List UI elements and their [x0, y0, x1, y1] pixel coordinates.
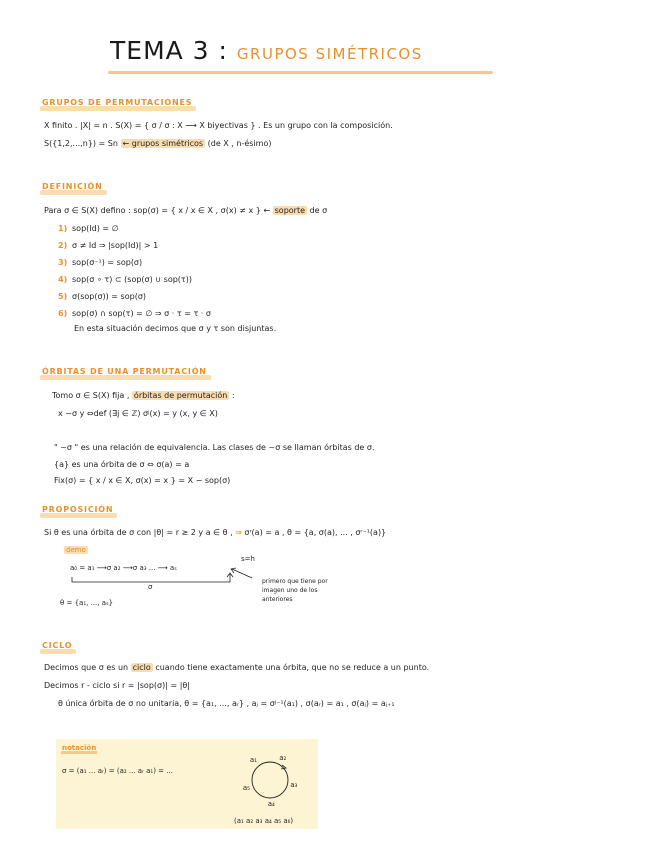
title-main: TEMA 3 :	[110, 36, 228, 65]
def-item-number: 4)	[58, 275, 68, 284]
def-item	[58, 224, 119, 234]
notation-tuple: (a₁ a₂ a₃ a₄ a₅ a₆)	[234, 817, 294, 825]
def-item	[58, 275, 192, 285]
def-item	[58, 292, 146, 302]
def-item-number: 5)	[58, 292, 68, 301]
heading-orbitas: ÓRBITAS DE UNA PERMUTACIÓN	[42, 367, 207, 376]
orb-line-2: x ~σ y ⇔def (∃j ∈ ℤ) σʲ(x) = y (x, y ∈ X)	[58, 409, 218, 418]
demo-note-line: anteriores	[262, 596, 293, 603]
def-item-text: sop(σ) ∩ sop(τ) = ∅ ⇒ σ · τ = τ · σ	[72, 309, 211, 318]
cycle-node-label: a₁	[249, 755, 258, 764]
def-item	[58, 241, 158, 251]
ciclo-line-3: θ única órbita de σ no unitaria, θ = {a₁, ..., aᵣ} , aⱼ = σʲ⁻¹(a₁) , σ(aᵣ) = a₁ , σ(aⱼ) = aⱼ₊₁	[58, 699, 395, 708]
title-sub: GRUPOS SIMÉTRICOS	[236, 45, 423, 63]
def-item-number: 2)	[58, 241, 68, 250]
notation-title: notación	[62, 744, 97, 752]
title-underline	[108, 71, 493, 74]
orb-line-5: Fix(σ) = { x / x ∈ X, σ(x) = x } = X − sop(σ)	[54, 476, 231, 485]
orb-line-1: Tomo σ ∈ S(X) fija , órbitas de permutación :	[52, 391, 235, 400]
demo-s-eq-h: s=h	[241, 555, 255, 563]
cycle-node-label: a₃	[290, 781, 298, 790]
demo-return-arrow	[70, 572, 240, 586]
orb-line-4: {a} es una órbita de σ ⇔ σ(a) = a	[54, 460, 190, 469]
def-item-number: 1)	[58, 224, 68, 233]
demo-sigma-below: σ	[148, 583, 153, 591]
perm-line-2: S({1,2,...,n}) = Sn ← grupos simétricos (de X , n-ésimo)	[44, 139, 272, 148]
def-item-text: σ ≠ Id ⇒ |sop(Id)| > 1	[72, 241, 159, 250]
def-intro: Para σ ∈ S(X) defino : sop(σ) = { x / x ∈ X , σ(x) ≠ x } ← soporte de σ	[44, 206, 328, 215]
prop-line-1: Si θ es una órbita de σ con |θ| = r ≥ 2 y a ∈ θ , ⇒ σʳ(a) = a , θ = {a, σ(a), ... , σʳ⁻¹(a)}	[44, 528, 387, 537]
demo-pointer-arrow	[228, 566, 258, 580]
orb-line-3: " ~σ " es una relación de equivalencia. Las clases de ~σ se llaman órbitas de σ.	[54, 443, 375, 452]
def-item	[58, 258, 142, 268]
cycle-node-label: a₄	[267, 799, 275, 808]
cycle-node-label: a₂	[279, 753, 287, 762]
def-item-text: sop(σ⁻¹) = sop(σ)	[72, 258, 143, 267]
def-item-number: 6)	[58, 309, 68, 318]
def-item	[58, 309, 211, 319]
def-item-number: 3)	[58, 258, 68, 267]
demo-theta: θ = {a₁, ..., aₛ}	[60, 599, 114, 607]
def-item-text: sop(Id) = ∅	[72, 224, 119, 233]
demo-label: demo	[66, 546, 86, 554]
def-item-text: sop(σ ∘ τ) ⊂ (sop(σ) ∪ sop(τ))	[72, 275, 192, 284]
heading-ciclo: CICLO	[42, 641, 72, 650]
notation-formula: σ = (a₁ ... aᵣ) = (a₂ ... aᵣ a₁) = ...	[62, 767, 173, 775]
heading-definicion: DEFINICIÓN	[42, 182, 103, 191]
perm-line-1: X finito . |X| = n . S(X) = { σ / σ : X ⟶ X biyectivas } . Es un grupo con la composición.	[44, 121, 393, 130]
demo-note-line: imagen uno de los	[262, 587, 318, 594]
def-closing: En esta situación decimos que σ y τ son disjuntas.	[74, 324, 277, 333]
demo-chain: a₀ = a₁ ⟶σ a₂ ⟶σ a₃ ... ⟶ aₛ	[70, 564, 177, 572]
cycle-node-label: a₅	[242, 784, 250, 793]
def-item-text: σ(sop(σ)) = sop(σ)	[72, 292, 147, 301]
heading-permutaciones: GRUPOS DE PERMUTACIONES	[42, 98, 192, 107]
demo-note-line: primero que tiene por	[262, 578, 328, 585]
page-title	[110, 36, 530, 65]
ciclo-line-1: Decimos que σ es un ciclo cuando tiene exactamente una órbita, que no se reduce a un punto.	[44, 663, 430, 672]
ciclo-line-2: Decimos r - ciclo si r = |sop(σ)| = |θ|	[44, 681, 190, 690]
heading-proposicion: PROPOSICIÓN	[42, 505, 113, 514]
